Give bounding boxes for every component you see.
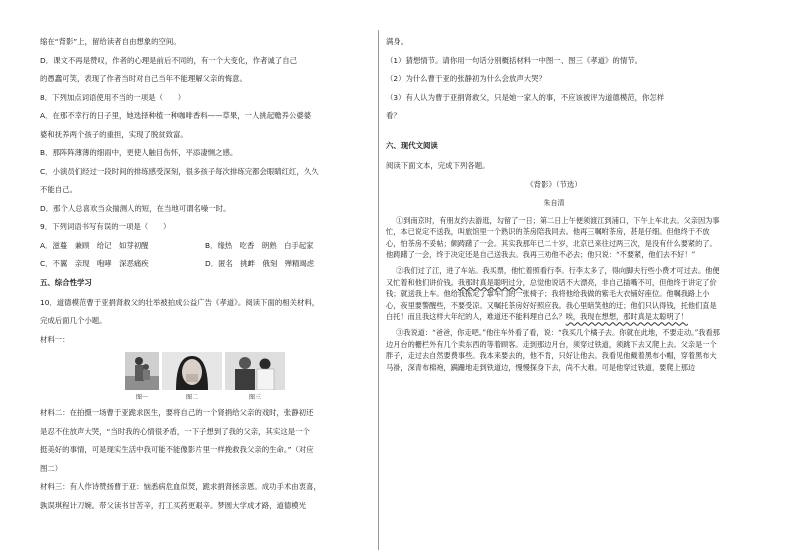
text-line: 不能自己。 [40, 185, 77, 194]
text-line: 满身。 [386, 37, 409, 46]
essay-author: 朱自清 [543, 198, 565, 207]
material-label: 材料一： [40, 334, 70, 344]
essay-paragraph-1: ①到南京时，有朋友约去游逛，勾留了一日；第二日上午便须渡江到浦口，下午上车北去。父亲因为事忙，本已说定不送我，叫旅馆里一个熟识的茶房陪我同去。他再三嘱咐茶房，甚是仔细。但他终于不放心，怕茶房不妥帖；颇踌躇了一会。其实我那年已二十岁，北京已来往过两三次，是没有什么要紧的了。他踌躇了一会，终于决定还是自己送我去。我再三劝他不必去；他只说：“不要紧，他们去不好！” [386, 215, 720, 260]
photo-captions [40, 394, 370, 401]
text-line: 挺美好的事情，可是现实生活中我可能不能像影片里一样挽救我父亲的生命。”（对应 [40, 445, 314, 454]
essay-body [386, 215, 722, 374]
text-line: 缩在“背影”上，留给读者自由想象的空间。 [40, 37, 181, 46]
q9-option-c: C．不翼 亲现 咆哮 深恶痛疾 [40, 259, 149, 268]
q9-option-d: D．匿名 挑衅 俄刻 殚精竭虑 [205, 259, 315, 268]
caption-figure-3: 图三 [248, 394, 261, 401]
question-8: 8．下列加点词语使用不当的一项是（ ） [40, 92, 186, 102]
section-heading: 六、现代文阅读 [386, 141, 438, 150]
text-line: 完成后面几个小题。 [40, 316, 107, 325]
text-line: 图二） [40, 463, 63, 473]
sub-question-2: （2）为什么曹于亚的张静初为什么会放声大哭？ [386, 74, 546, 83]
q9-option-a: A．滋蔓 兼顾 给记 如芽初醒 [40, 240, 149, 250]
underlined-sentence: 我那时真是聪明过分 [457, 277, 523, 287]
material-2: 材料二：在拍摄一场曹于亚跪求医生，要将自己的一个肾捐给父亲的戏时，张静初还 [40, 408, 314, 417]
section-heading: 五、综合性学习 [40, 277, 92, 287]
question-10: 10．道德模范曹于亚捐肾救父的壮举被拍成公益广告《孝道》。阅读下面的相关材料， [40, 297, 320, 307]
text-line: 是忍不住放声大哭，“当时我的心情很矛盾，一下子想到了我的父亲，其实这是一个 [40, 426, 310, 436]
right-column [386, 36, 722, 378]
q8-option-c: C．小演员们经过一段时间的排练感受深刻，很多孩子每次排练完都会眼睛红红，久久 [40, 166, 319, 176]
column-divider [378, 30, 379, 550]
essay-title: 《背影》（节选） [526, 179, 582, 189]
underlined-sentence: 唉，我现在想想，那时真是太聪明了！ [565, 312, 688, 322]
text-line: 婆和抚养两个孩子的重担，实现了脱贫致富。 [40, 129, 188, 139]
essay-paragraph-3: ③我说道：“爸爸，你走吧。”他往车外看了看，说：“我买几个橘子去。你就在此地，不要走动。”我看那边月台的栅栏外有几个卖东西的等着顾客。走到那边月台，须穿过铁道，须跳下去又爬上去。父亲是一个胖子，走过去自然要费事些。我本来要去的，他不肯，只好让他去。我看见他戴着黑布小帽，穿着黑布大马褂，深青布棉袍，蹒跚地走到铁道边，慢慢探身下去，尚不大难。可是他穿过铁道，要爬上那边 [386, 328, 720, 372]
text-line: 孰误琪程计刀婉。带父读书甘苦辛，打工买药更艰辛。梦圆大学成才路，道德模光 [40, 500, 307, 510]
essay-text: ，总觉他说话不大漂亮，非自己插嘴不可，但他终于讲定了价钱；就送我上车。他给我拣定了靠车门的一张椅子；我将他给我做的紫毛大衣铺好座位。他嘱我路上小心，夜里要警醒些，不要受凉。又嘱托茶房好好照应我。我心里暗笑他的迂；他们只认得钱，托他们直是白托！而且我这样大年纪的人，难道还不能料理自己么？ [386, 277, 717, 322]
caption-figure-2: 图二 [185, 394, 198, 401]
q9-options-row [40, 258, 370, 270]
q8-option-a: A．在那不幸行的日子里，她选择种植一种咖啡香料——草果，一人挑起赡养公婆婆 [40, 111, 312, 120]
material-3: 材料三：有人作诗赞扬曹于亚：恼悉病危血似焚，跪求捐肾拯亲恩。成功手术由衷喜， [40, 482, 321, 491]
reading-instruction: 阅读下面文本，完成下列各题。 [386, 161, 490, 170]
essay-paragraph-2 [386, 265, 722, 323]
q8-option-d: D．那个人总喜欢当众揣测人的短，在当地可谓名噪一时。 [40, 203, 231, 213]
text-line: 的愚蠢可笑，表现了作者当时对自己当年不能理解父亲的悔意。 [40, 74, 247, 83]
material-photos [40, 352, 370, 390]
photo-figure-2 [162, 352, 222, 390]
text-line: D．课文不再是赞叹，作者的心理是前后不同的，有一个大变化，作者诚了自己 [40, 55, 297, 65]
text-line: 看？ [386, 111, 401, 120]
photo-figure-3 [225, 352, 285, 390]
essay-text: ②我们过了江，进了车站。我买票，他忙着照看行李。行李太多了，得向脚夫行些小费才可过去。他便又忙着和他们讲价钱。 [386, 266, 720, 287]
left-column [40, 36, 370, 518]
q9-option-b: B．缘热 吃香 朗熟 白手起家 [205, 240, 314, 250]
caption-figure-1: 图一 [135, 394, 148, 401]
q9-options-row [40, 240, 370, 252]
sub-question-3: （3）有人认为曹于亚捐肾救父，只是她一家人的事，不应该被评为道德模范，你怎样 [386, 92, 665, 102]
question-9: 9．下列词语书写有误的一项是（ ） [40, 222, 171, 231]
photo-figure-1 [125, 352, 159, 390]
sub-question-1: （1）猜想情节。请你用一句话分别概括材料一中图一、图三《孝道》的情节。 [386, 55, 642, 65]
q8-option-b: B．那阵阵薄薄的细雨中，更使人触目伤怀，平添凄恻之感。 [40, 148, 238, 157]
